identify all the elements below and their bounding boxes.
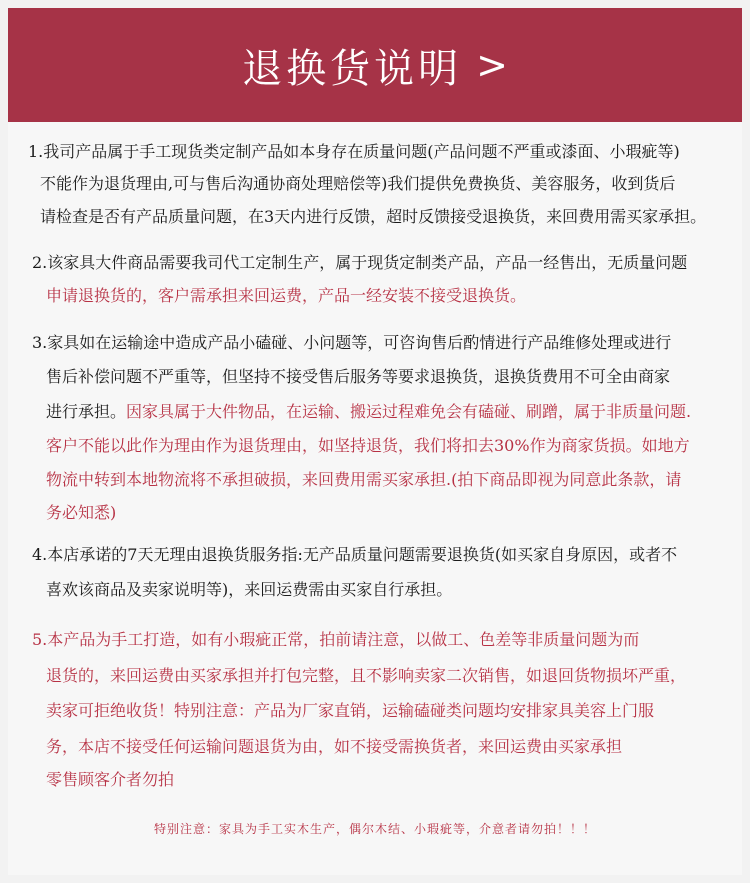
page-title: 退换货说明 xyxy=(242,45,463,92)
policy-line: 卖家可拒绝收货！特别注意：产品为厂家直销，运输磕碰类问题均安排家具美容上门服 xyxy=(46,701,655,720)
header-banner xyxy=(8,8,742,122)
final-notice: 特别注意：家具为手工实木生产，偶尔木结、小瑕疵等，介意者请勿拍！！！ xyxy=(153,822,596,836)
policy-line: 4.本店承诺的7天无理由退换货服务指:无产品质量问题需要退换货(如买家自身原因，或者不 xyxy=(32,545,678,564)
policy-line: 务必知悉) xyxy=(46,503,117,522)
policy-line: 务，本店不接受任何运输问题退货为由，如不接受需换货者，来回运费由买家承担 xyxy=(46,737,623,756)
policy-line: 申请退换货的，客户需承担来回运费，产品一经安装不接受退换货。 xyxy=(46,286,527,305)
policy-line-lead: 进行承担。 xyxy=(46,402,127,421)
policy-body xyxy=(8,122,742,875)
policy-line: 5.本产品为手工打造，如有小瑕疵正常，拍前请注意，以做工、色差等非质量问题为而 xyxy=(32,630,640,649)
policy-line: 3.家具如在运输途中造成产品小磕碰、小问题等，可咨询售后酌情进行产品维修处理或进行 xyxy=(32,333,672,352)
policy-line: 退货的，来回运费由买家承担并打包完整，且不影响卖家二次销售，如退回货物损坏严重， xyxy=(46,666,687,685)
policy-line: 零售顾客介者勿拍 xyxy=(46,770,175,789)
chevron-right-icon[interactable]: > xyxy=(476,43,508,87)
policy-line: 售后补偿问题不严重等，但坚持不接受售后服务等要求退换货，退换货费用不可全由商家 xyxy=(46,367,671,386)
policy-line-mixed xyxy=(46,402,691,422)
policy-line: 物流中转到本地物流将不承担破损，来回费用需买家承担.(拍下商品即视为同意此条款，请 xyxy=(46,470,682,489)
policy-line: 客户不能以此作为理由作为退货理由，如坚持退货，我们将扣去30%作为商家货损。如地方 xyxy=(46,436,690,455)
policy-line: 喜欢该商品及卖家说明等)，来回运费需由买家自行承担。 xyxy=(46,580,453,599)
policy-line: 1.我司产品属于手工现货类定制产品如本身存在质量问题(产品问题不严重或漆面、小瑕疵等) xyxy=(28,142,680,161)
policy-line-tail: 因家具属于大件物品，在运输、搬运过程难免会有磕碰、刷蹭，属于非质量问题. xyxy=(126,402,692,421)
policy-line: 2.该家具大件商品需要我司代工定制生产，属于现货定制类产品，产品一经售出，无质量问题 xyxy=(32,253,688,272)
policy-line: 不能作为退货理由,可与售后沟通协商处理赔偿等)我们提供免费换货、美容服务，收到货后 xyxy=(40,174,676,193)
policy-line: 请检查是否有产品质量问题，在3天内进行反馈，超时反馈接受退换货，来回费用需买家承担。 xyxy=(40,207,707,226)
